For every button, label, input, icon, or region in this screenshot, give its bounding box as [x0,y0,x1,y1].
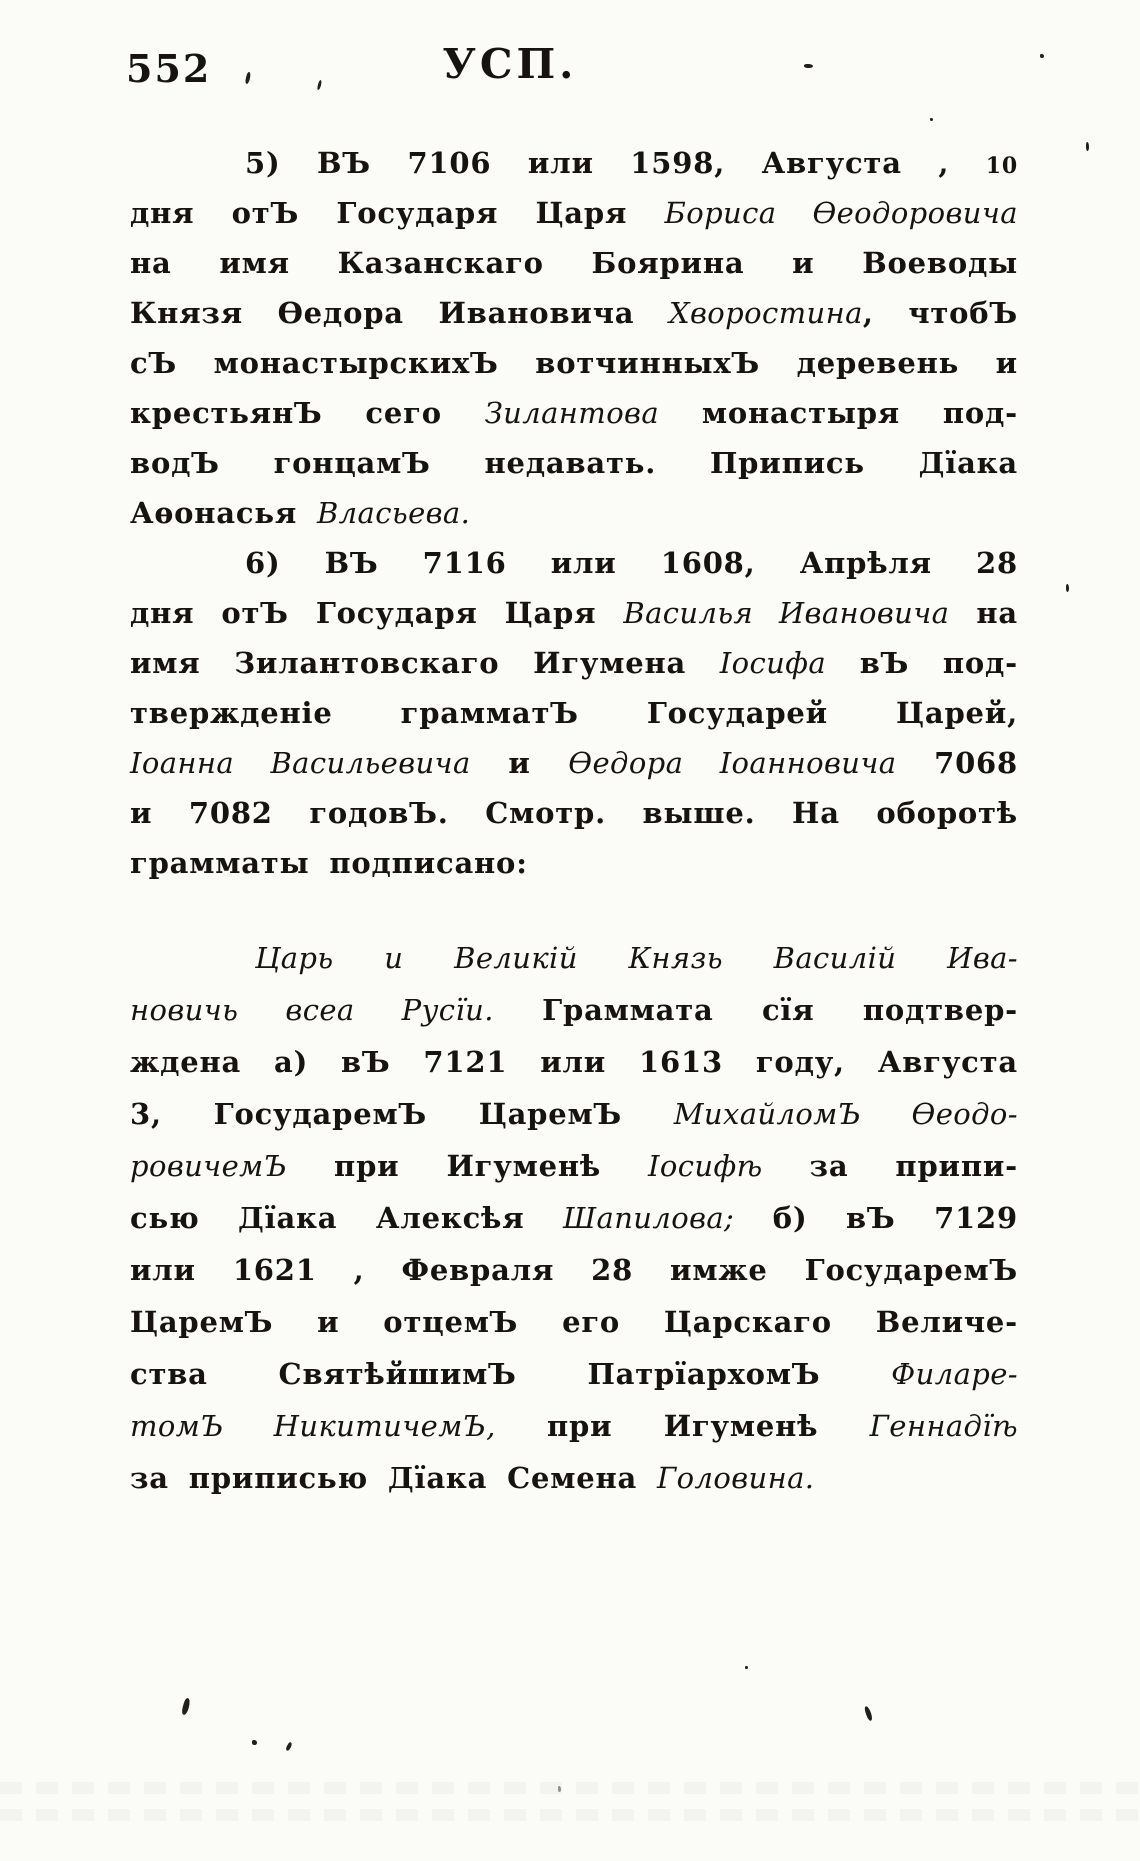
text-segment: Іосифа [719,646,827,680]
scan-artifact-band [0,1782,1140,1794]
text-segment: крестьянЪ сего [130,396,485,430]
text-segment: 6) ВЪ 7116 или 1608, Апрѣля 28 [245,546,1018,580]
text-line [130,932,1018,984]
text-segment: имя Зилантовскаго Игумена [130,646,720,680]
text-line [130,1192,1018,1244]
text-segment: Ѳедора Іоанновича [568,746,897,780]
scan-artifact-band [0,1809,1140,1821]
text-segment: на [949,596,1018,630]
text-segment: на имя Казанскаго Боярина и Воеводы [130,246,1018,280]
ink-speck [1040,54,1044,58]
ink-speck [864,1706,873,1722]
text-segment: Шапилова; [563,1201,735,1235]
text-segment: дня отЪ Государя Царя [130,196,665,230]
text-line [130,138,1018,188]
text-segment: Князя Ѳедора Ивановича [130,296,669,330]
text-segment: Головина. [657,1461,815,1495]
paragraph-endorsement [130,932,1018,1504]
text-segment: Царь и Великій Князь Василій Ива- [255,941,1018,975]
text-line [130,1296,1018,1348]
text-segment: Іоанна Васильевича [130,746,471,780]
text-line [130,588,1018,638]
ink-speck [285,1742,293,1752]
paragraph-entry-6 [130,538,1018,888]
ink-speck [181,1698,191,1716]
text-segment: Филаре- [891,1357,1018,1391]
text-segment: Бориса Ѳеодоровича [664,196,1018,230]
text-segment: и 7082 годовЪ. Смотр. выше. На оборотѣ [130,796,1018,830]
text-segment: 10 [985,153,1018,179]
text-segment: сЪ монастырскихЪ вотчинныхЪ деревень и [130,346,1018,380]
running-title: УСП. [442,40,578,88]
text-line [130,188,1018,238]
text-segment: 5) ВЪ 7106 или 1598, Августа , [245,146,986,180]
text-line [130,1400,1018,1452]
text-segment: водЪ гонцамЪ недавать. Припись Дїака [130,446,1018,480]
text-segment: 3, ГосударемЪ ЦаремЪ [130,1097,674,1131]
text-line [130,688,1018,738]
text-segment: грамматы подписано: [130,846,528,880]
text-segment: Василья Ивановича [623,596,950,630]
text-line [130,288,1018,338]
text-segment: Аѳонасья [130,496,317,530]
text-line [130,488,1018,538]
ink-speck [930,118,933,121]
page-number: 552 [126,46,212,91]
text-block [130,138,1018,1504]
ink-speck [252,1740,257,1745]
text-segment: ства СвятѣйшимЪ ПатрїархомЪ [130,1357,892,1391]
text-segment: Власьева. [316,496,471,530]
text-line [130,738,1018,788]
text-line [130,438,1018,488]
text-segment: Хворостина [668,296,863,330]
text-segment: Іосифѣ [648,1149,763,1183]
text-line [130,1088,1018,1140]
ink-speck [1086,142,1089,151]
text-segment: за приписью Дїака Семена [130,1461,658,1495]
text-line [130,838,1018,888]
text-segment: ЦаремЪ и отцемЪ его Царскаго Величе- [130,1305,1018,1339]
text-segment: за припи- [762,1149,1018,1183]
text-line [130,388,1018,438]
text-segment: вЪ под- [826,646,1018,680]
text-segment: б) вЪ 7129 [734,1201,1018,1235]
ink-speck [804,64,813,68]
text-line [130,1348,1018,1400]
text-segment: сью Дїака Алексѣя [130,1201,564,1235]
text-segment: Граммата сїя подтвер- [493,993,1018,1027]
text-line [130,338,1018,388]
text-segment: ровичемЪ [130,1149,288,1183]
text-line [130,984,1018,1036]
text-line [130,238,1018,288]
text-line [130,538,1018,588]
text-segment: дня отЪ Государя Царя [130,596,624,630]
text-segment: новичь всеа Русїи. [130,993,494,1027]
ink-speck [745,1666,748,1669]
ink-speck [1066,584,1069,592]
text-segment: Зилантова [484,396,660,430]
text-segment: или 1621 , Февраля 28 имже ГосударемЪ [130,1253,1018,1287]
text-line [130,1452,1018,1504]
text-segment: монастыря под- [659,396,1018,430]
paragraph-entry-5 [130,138,1018,538]
text-line [130,1244,1018,1296]
text-segment: при Игуменѣ [287,1149,649,1183]
text-segment: 7068 [896,746,1019,780]
text-line [130,788,1018,838]
text-segment: , чтобЪ [862,296,1018,330]
text-line [130,638,1018,688]
text-segment: Геннадїѣ [869,1409,1018,1443]
text-segment: и [470,746,569,780]
text-segment: ждена а) вЪ 7121 или 1613 году, Августа [130,1045,1018,1079]
text-line [130,1140,1018,1192]
text-segment: при Игуменѣ [495,1409,870,1443]
text-line [130,1036,1018,1088]
text-segment: томЪ НикитичемЪ, [130,1409,496,1443]
text-segment: твержденіе грамматЪ Государей Царей, [130,696,1018,730]
text-segment: МихайломЪ Ѳеодо- [673,1097,1018,1131]
